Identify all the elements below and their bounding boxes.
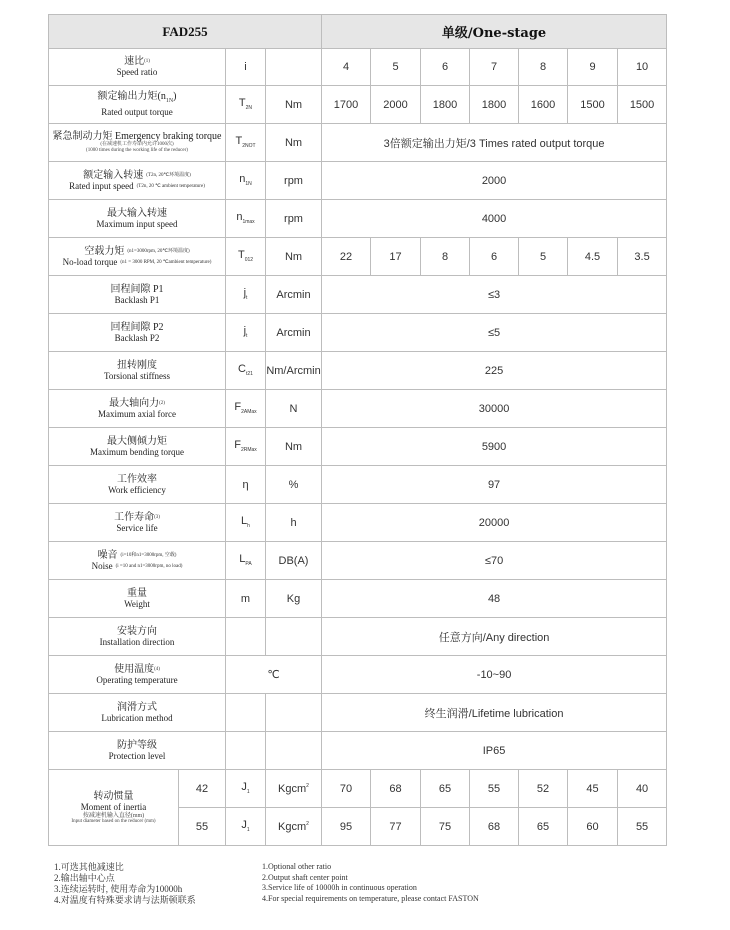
footnote-cn-1: 1.可选其他减速比: [54, 862, 124, 872]
spec-row-2-name-en: Rated output torque: [101, 107, 173, 118]
footnote-en-2: 2.Output shaft center point: [262, 872, 348, 882]
spec-row-3-note-en: (1000 times during the working life of the reducer): [86, 148, 188, 153]
spec-row-6-name-en: No-load torque: [62, 256, 118, 267]
spec-row-18-name-cn: 润滑方式: [117, 701, 157, 713]
spec-row-7-symbol: [226, 276, 266, 314]
footnotes-cn: [54, 862, 196, 906]
spec-row-6-value-7: 3.5: [618, 238, 667, 276]
spec-row-16-name: [49, 618, 226, 656]
spec-row-17-name-en-line: [49, 675, 225, 686]
spec-row-12-symbol-main: η: [242, 478, 249, 491]
spec-row-4-name: [49, 162, 226, 200]
spec-row-18-name-cn-line: [49, 702, 225, 713]
spec-row-2-name-sub: 1N: [165, 98, 174, 105]
spec-row-3-name: [49, 124, 226, 162]
spec-row-17-unit: ℃: [226, 656, 322, 694]
spec-row-1-name-cn: 速比: [124, 56, 145, 67]
spec-row-2-unit: Nm: [266, 86, 322, 124]
spec-row-9-name-en: Torsional stiffness: [104, 370, 170, 381]
spec-row-5-name-cn: 最大输入转速: [107, 207, 167, 219]
spec-row-6-name-cn-line: [49, 246, 225, 257]
spec-row-10-name-cn-line: [49, 398, 225, 409]
spec-row-12-name: [49, 466, 226, 504]
inertia-row-1-value-6: 45: [568, 770, 618, 808]
footnotes-en: [262, 862, 479, 904]
spec-row-3-symbol-sub: 2NOT: [242, 143, 256, 150]
spec-row-16-name-cn: 安装方向: [117, 625, 157, 637]
model-name: FAD255: [49, 15, 322, 49]
spec-row-6-value-3: 8: [421, 238, 470, 276]
spec-row-16-name-en: Installation direction: [99, 636, 175, 647]
spec-row-8-name: [49, 314, 226, 352]
spec-row-4-name-en: Rated input speed: [69, 180, 134, 191]
spec-row-7-name: [49, 276, 226, 314]
spec-row-13-symbol-sub: h: [247, 523, 250, 530]
spec-row-2-value-1: 1700: [322, 86, 371, 124]
spec-row-8-name-en-line: [49, 333, 225, 344]
spec-row-10-unit: N: [266, 390, 322, 428]
table-row: [49, 314, 667, 352]
spec-row-9-name-cn-line: [49, 360, 225, 371]
spec-row-16-name-en-line: [49, 637, 225, 648]
spec-row-14-symbol: [226, 542, 266, 580]
spec-row-8-value: ≤5: [322, 314, 667, 352]
spec-row-16-value: 任意方向/Any direction: [322, 618, 667, 656]
spec-row-3-symbol: [226, 124, 266, 162]
inertia-row-1-diameter: 42: [179, 770, 226, 808]
inertia-row-1-value-2: 68: [371, 770, 421, 808]
spec-row-9-name-cn: 扭转刚度: [117, 359, 157, 371]
spec-row-1-symbol-main: i: [244, 61, 247, 73]
table-row: [49, 238, 667, 276]
spec-row-4-unit: rpm: [266, 162, 322, 200]
spec-row-17-name-sup: (4): [154, 666, 160, 672]
spec-row-8-symbol-main: j: [243, 325, 247, 338]
spec-row-4-name-cn: 额定输入转速: [83, 169, 144, 181]
spec-row-4-name-en-line: [49, 181, 225, 192]
spec-row-14-name-cn-note: (i=10和n1=3000rpm, 空载): [120, 552, 177, 558]
spec-row-6-value-2: 17: [371, 238, 421, 276]
spec-row-19-value: IP65: [322, 732, 667, 770]
inertia-row-2-value-7: 55: [618, 808, 667, 846]
spec-row-2-symbol-sub: 2N: [245, 105, 253, 112]
table-row: [49, 200, 667, 238]
spec-row-2-value-4: 1800: [470, 86, 519, 124]
spec-row-17-name: [49, 656, 226, 694]
spec-row-7-unit: Arcmin: [266, 276, 322, 314]
spec-row-19-name: [49, 732, 226, 770]
table-row: [49, 618, 667, 656]
spec-row-6-value-4: 6: [470, 238, 519, 276]
spec-row-14-name-en-line: [49, 561, 225, 572]
spec-row-18-name: [49, 694, 226, 732]
spec-row-13-name-cn: 工作寿命: [114, 511, 155, 523]
spec-row-2-value-6: 1500: [568, 86, 618, 124]
spec-row-8-name-cn-line: [49, 322, 225, 333]
spec-row-1-value-3: 6: [421, 49, 470, 86]
footnote-cn-2: 2.输出轴中心点: [54, 873, 115, 883]
spec-row-2-name-cn-line: [49, 91, 225, 107]
spec-row-7-name-cn: 回程间隙 P1: [110, 283, 164, 295]
inertia-row-1-unit-main: Kgcm: [278, 782, 307, 795]
spec-row-9-symbol-sub: t21: [246, 371, 253, 378]
spec-row-13-value: 20000: [322, 504, 667, 542]
spec-row-19-name-en-line: [49, 751, 225, 762]
spec-row-11-symbol-main: F: [234, 439, 241, 452]
spec-row-12-unit: %: [266, 466, 322, 504]
spec-row-2-name: [49, 86, 226, 124]
inertia-row-2-diameter: 55: [179, 808, 226, 846]
spec-row-18-value: 终生润滑/Lifetime lubrication: [322, 694, 667, 732]
spec-row-11-value: 5900: [322, 428, 667, 466]
spec-row-13-unit: h: [266, 504, 322, 542]
spec-row-1-name-en: Speed ratio: [116, 67, 158, 77]
spec-row-4-name-en-note: (T2n, 20 ℃ ambient temperature): [136, 183, 205, 189]
table-row: [49, 162, 667, 200]
spec-row-17-value: -10~90: [322, 656, 667, 694]
spec-row-10-name: [49, 390, 226, 428]
table-row: [49, 276, 667, 314]
spec-row-2-value-7: 1500: [618, 86, 667, 124]
spec-row-1-unit: [266, 49, 322, 86]
spec-row-2-name-en-line: [49, 107, 225, 118]
inertia-row-2-value-3: 75: [421, 808, 470, 846]
spec-row-13-symbol-main: L: [241, 515, 248, 528]
spec-row-16-unit: [266, 618, 322, 656]
inertia-row-1-unit: [266, 770, 322, 808]
inertia-row-1-value-7: 40: [618, 770, 667, 808]
footnote-en-4: 4.For special requirements on temperature, please contact FASTON: [262, 893, 479, 903]
spec-row-10-name-en: Maximum axial force: [98, 408, 176, 419]
spec-row-17-name-cn: 使用温度: [114, 663, 155, 675]
inertia-row-2-symbol: [226, 808, 266, 846]
spec-row-19-unit: [266, 732, 322, 770]
spec-row-11-name-cn: 最大侧倾力矩: [107, 435, 167, 447]
spec-row-13-name-cn-line: [49, 512, 225, 523]
spec-row-12-name-en-line: [49, 485, 225, 496]
spec-row-9-symbol-main: C: [238, 363, 246, 376]
spec-row-2-symbol-main: T: [238, 97, 246, 110]
inertia-row-2-symbol-sub: 1: [246, 827, 250, 834]
spec-row-18-unit: [266, 694, 322, 732]
spec-row-6-value-5: 5: [519, 238, 568, 276]
spec-row-16-name-cn-line: [49, 626, 225, 637]
spec-row-11-unit: Nm: [266, 428, 322, 466]
spec-row-6-name-cn: 空载力矩: [84, 245, 125, 257]
spec-row-14-name-cn-line: [49, 550, 225, 561]
spec-row-8-symbol: [226, 314, 266, 352]
spec-row-4-symbol-main: n: [239, 173, 246, 186]
spec-row-3-value: 3倍额定输出力矩/3 Times rated output torque: [322, 124, 667, 162]
spec-row-15-symbol-main: m: [240, 592, 251, 605]
spec-row-11-name-en: Maximum bending torque: [90, 446, 184, 457]
inertia-row-1-value-4: 55: [470, 770, 519, 808]
spec-row-14-name: [49, 542, 226, 580]
table-row: [49, 428, 667, 466]
spec-row-14-symbol-sub: PA: [245, 561, 252, 568]
inertia-row-1-symbol: [226, 770, 266, 808]
spec-row-15-value: 48: [322, 580, 667, 618]
spec-row-5-name-en-line: [49, 219, 225, 230]
spec-table: [48, 14, 667, 846]
spec-row-15-name-cn: 重量: [127, 587, 147, 599]
inertia-row-2-unit-sup: 2: [306, 820, 309, 827]
spec-row-13-name-en-line: [49, 523, 225, 534]
spec-row-11-name-cn-line: [49, 436, 225, 447]
spec-row-6-symbol-sub: 012: [244, 257, 254, 264]
inertia-note-cn: 按减速机输入直径(mm): [82, 812, 145, 819]
inertia-note-en: Input diameter based on the reducer (mm): [71, 818, 156, 824]
spec-row-11-symbol-sub: 2RMax: [240, 447, 257, 454]
spec-row-4-name-cn-note: (T2n, 20℃环境温度): [146, 172, 191, 178]
spec-row-5-name: [49, 200, 226, 238]
spec-row-9-name-en-line: [49, 371, 225, 382]
spec-row-12-value: 97: [322, 466, 667, 504]
spec-row-5-symbol-sub: 1max: [242, 219, 255, 226]
spec-row-3-name-cn: 紧急制动力矩 Emergency braking torque: [52, 131, 222, 142]
spec-row-4-value: 2000: [322, 162, 667, 200]
spec-row-2-name-paren: ): [173, 90, 177, 102]
inertia-name-en: Moment of inertia: [80, 801, 147, 812]
spec-row-14-name-cn: 噪音: [97, 549, 118, 561]
table-header-row: [49, 15, 667, 49]
spec-row-10-name-cn: 最大轴向力: [109, 397, 160, 409]
spec-row-7-symbol-main: j: [243, 287, 247, 300]
table-row: [49, 770, 667, 808]
spec-row-1-value-5: 8: [519, 49, 568, 86]
spec-row-9-name: [49, 352, 226, 390]
spec-row-8-name-en: Backlash P2: [114, 332, 160, 343]
spec-row-18-symbol: [226, 694, 266, 732]
spec-row-11-symbol: [226, 428, 266, 466]
inertia-row-1-symbol-main: J: [241, 781, 247, 794]
table-row: [49, 504, 667, 542]
table-row: [49, 124, 667, 162]
spec-row-19-name-cn: 防护等级: [117, 739, 157, 751]
spec-row-6-unit: Nm: [266, 238, 322, 276]
spec-row-1-symbol: [226, 49, 266, 86]
spec-row-13-name-sup: (3): [154, 514, 160, 520]
spec-row-3-note-cn: (在减速机工作寿命内允许1000次): [100, 142, 174, 147]
spec-row-5-symbol-main: n: [236, 211, 243, 224]
inertia-row-1-value-5: 52: [519, 770, 568, 808]
spec-row-15-unit: Kg: [266, 580, 322, 618]
table-row: [49, 580, 667, 618]
spec-row-18-name-en-line: [49, 713, 225, 724]
spec-row-17-name-en: Operating temperature: [96, 674, 178, 685]
spec-row-6-name-cn-note: (n1=3000rpm, 20℃环境温度): [127, 248, 190, 254]
spec-row-14-name-en-note: (i =10 and n1=3000rpm, no load): [115, 563, 183, 569]
spec-row-9-value: 225: [322, 352, 667, 390]
spec-row-16-symbol: [226, 618, 266, 656]
inertia-row-1-symbol-sub: 1: [246, 789, 250, 796]
spec-row-7-name-en-line: [49, 295, 225, 306]
inertia-name-cn: 转动惯量: [93, 790, 134, 802]
spec-row-1-value-7: 10: [618, 49, 667, 86]
spec-row-4-name-cn-line: [49, 170, 225, 181]
spec-row-1-name: [49, 49, 226, 86]
footnote-en-1: 1.Optional other ratio: [262, 862, 332, 871]
footnote-en-3: 3.Service life of 10000h in continuous operation: [262, 883, 417, 892]
spec-row-5-name-en: Maximum input speed: [96, 218, 178, 229]
table-row: [49, 656, 667, 694]
spec-row-18-name-en: Lubrication method: [101, 712, 173, 723]
spec-row-10-symbol: [226, 390, 266, 428]
spec-row-2-value-2: 2000: [371, 86, 421, 124]
spec-row-1-name-sup: (1): [144, 59, 150, 64]
inertia-name: [49, 770, 179, 846]
spec-row-14-symbol-main: L: [239, 553, 246, 566]
spec-row-14-unit: DB(A): [266, 542, 322, 580]
spec-row-10-symbol-main: F: [234, 401, 242, 414]
spec-row-12-name-cn-line: [49, 474, 225, 485]
spec-row-6-value-6: 4.5: [568, 238, 618, 276]
spec-row-10-value: 30000: [322, 390, 667, 428]
spec-row-3-name-cn-line: [49, 131, 225, 142]
table-row: [49, 86, 667, 124]
spec-row-10-name-sup: (2): [159, 400, 165, 406]
spec-row-8-symbol-sub: t: [246, 333, 248, 340]
spec-row-5-unit: rpm: [266, 200, 322, 238]
stage-label: 单级/One-stage: [322, 15, 667, 49]
spec-row-1-value-4: 7: [470, 49, 519, 86]
inertia-row-2-symbol-main: J: [241, 819, 247, 832]
spec-row-2-value-3: 1800: [421, 86, 470, 124]
spec-row-5-value: 4000: [322, 200, 667, 238]
spec-row-19-symbol: [226, 732, 266, 770]
spec-row-11-name: [49, 428, 226, 466]
spec-row-10-name-en-line: [49, 409, 225, 420]
spec-row-15-name-cn-line: [49, 588, 225, 599]
spec-row-3-unit: Nm: [266, 124, 322, 162]
inertia-row-2-value-1: 95: [322, 808, 371, 846]
footnote-cn-4: 4.对温度有特殊要求请与法斯顿联系: [54, 895, 196, 905]
spec-row-13-name-en: Service life: [116, 522, 158, 533]
spec-row-11-name-en-line: [49, 447, 225, 458]
table-row: [49, 694, 667, 732]
spec-row-6-name-en-line: [49, 257, 225, 268]
spec-row-19-name-en: Protection level: [108, 750, 166, 761]
spec-row-15-name-en-line: [49, 599, 225, 610]
spec-row-7-name-cn-line: [49, 284, 225, 295]
spec-row-6-name: [49, 238, 226, 276]
spec-row-12-name-en: Work efficiency: [108, 484, 166, 495]
spec-row-1-name-cn-line: [49, 56, 225, 67]
spec-row-2-value-5: 1600: [519, 86, 568, 124]
spec-row-3-symbol-main: T: [235, 135, 243, 148]
spec-row-15-name-en: Weight: [124, 598, 150, 609]
spec-row-14-value: ≤70: [322, 542, 667, 580]
spec-row-1-value-2: 5: [371, 49, 421, 86]
spec-row-13-name: [49, 504, 226, 542]
spec-row-5-name-cn-line: [49, 208, 225, 219]
inertia-row-2-value-2: 77: [371, 808, 421, 846]
inertia-row-1-unit-sup: 2: [306, 782, 309, 789]
spec-row-14-name-en: Noise: [91, 560, 113, 571]
spec-row-12-symbol: [226, 466, 266, 504]
spec-row-7-name-en: Backlash P1: [114, 294, 160, 305]
inertia-row-1-value-3: 65: [421, 770, 470, 808]
spec-row-1-value-6: 9: [568, 49, 618, 86]
table-row: [49, 390, 667, 428]
spec-row-10-symbol-sub: 2AMax: [241, 409, 257, 416]
spec-row-7-value: ≤3: [322, 276, 667, 314]
footnote-cn-3: 3.连续运转时, 使用寿命为10000h: [54, 884, 183, 894]
inertia-row-2-unit: [266, 808, 322, 846]
spec-row-6-symbol-main: T: [237, 249, 245, 262]
spec-row-15-symbol: [226, 580, 266, 618]
spec-row-1-name-en-line: [49, 67, 225, 78]
spec-row-8-unit: Arcmin: [266, 314, 322, 352]
spec-row-15-name: [49, 580, 226, 618]
table-row: [49, 542, 667, 580]
spec-row-6-symbol: [226, 238, 266, 276]
spec-row-4-symbol: [226, 162, 266, 200]
inertia-row-2-value-6: 60: [568, 808, 618, 846]
spec-row-13-symbol: [226, 504, 266, 542]
spec-row-1-value-1: 4: [322, 49, 371, 86]
spec-row-6-name-en-note: (n1 = 3000 RPM, 20 ℃ambient temperature): [120, 259, 212, 265]
table-row: [49, 466, 667, 504]
spec-row-5-symbol: [226, 200, 266, 238]
table-row: [49, 352, 667, 390]
spec-row-2-name-cn: 额定输出力矩(n: [97, 90, 166, 102]
spec-row-9-symbol: [226, 352, 266, 390]
spec-row-6-value-1: 22: [322, 238, 371, 276]
spec-row-19-name-cn-line: [49, 740, 225, 751]
spec-row-2-symbol: [226, 86, 266, 124]
spec-row-9-unit: Nm/Arcmin: [266, 352, 322, 390]
inertia-row-2-value-4: 68: [470, 808, 519, 846]
spec-row-12-name-cn: 工作效率: [117, 473, 157, 485]
spec-row-17-name-cn-line: [49, 664, 225, 675]
spec-row-8-name-cn: 回程间隙 P2: [110, 321, 164, 333]
table-row: [49, 732, 667, 770]
inertia-row-2-value-5: 65: [519, 808, 568, 846]
inertia-row-1-value-1: 70: [322, 770, 371, 808]
table-row: [49, 49, 667, 86]
spec-row-4-symbol-sub: 1N: [245, 181, 252, 188]
spec-row-7-symbol-sub: t: [246, 295, 248, 302]
inertia-row-2-unit-main: Kgcm: [278, 820, 307, 833]
